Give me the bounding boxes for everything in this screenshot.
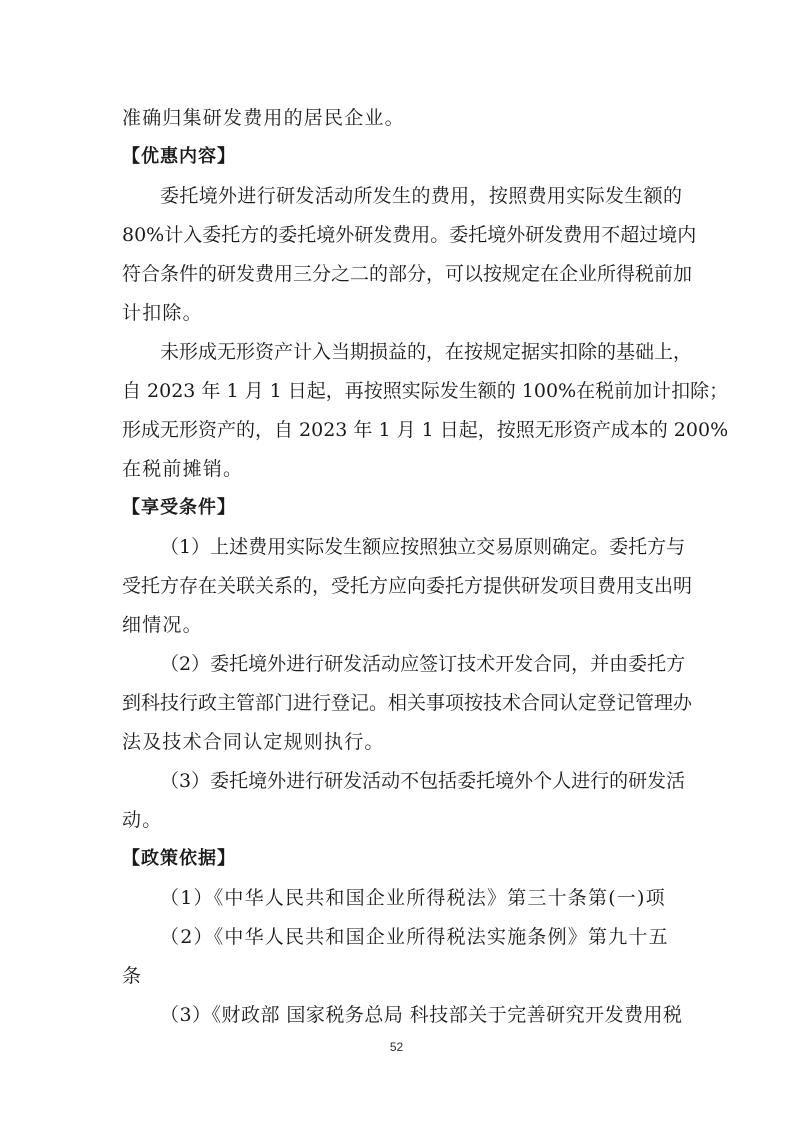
text-line: 细情况。 (122, 614, 203, 636)
text-line: （1）《中华人民共和国企业所得税法》第三十条第(一)项 (160, 887, 666, 909)
text-line: （1）上述费用实际发生额应按照独立交易原则确定。委托方与 (160, 536, 686, 558)
section-heading-policy-basis: 【政策依据】 (122, 848, 236, 869)
text-line: （2）委托境外进行研发活动应签订技术开发合同，并由委托方 (160, 653, 686, 675)
text-line: 自 2023 年 1 月 1 日起，再按照实际发生额的 100%在税前加计扣除； (122, 380, 729, 402)
text-line: 动。 (122, 809, 163, 831)
text-line: 符合条件的研发费用三分之二的部分，可以按规定在企业所得税前加 (122, 263, 693, 285)
text-line: 委托境外进行研发活动所发生的费用，按照费用实际发生额的 (160, 185, 682, 207)
text-line: 条 (122, 965, 143, 987)
text-line: 形成无形资产的，自 2023 年 1 月 1 日起，按照无形资产成本的 200% (122, 419, 729, 441)
text-line: 准确归集研发费用的居民企业。 (122, 107, 405, 129)
text-line: 法及技术合同认定规则执行。 (122, 731, 385, 753)
page-number: 52 (389, 1040, 404, 1054)
text-line: （2）《中华人民共和国企业所得税法实施条例》第九十五 (160, 926, 669, 948)
text-line: 受托方存在关联关系的，受托方应向委托方提供研发项目费用支出明 (122, 575, 693, 597)
text-line: 80%计入委托方的委托境外研发费用。委托境外研发费用不超过境内 (122, 224, 697, 246)
text-line: （3）《财政部 国家税务总局 科技部关于完善研究开发费用税 (160, 1004, 682, 1026)
text-line: （3）委托境外进行研发活动不包括委托境外个人进行的研发活 (160, 770, 686, 792)
text-line: 在税前摊销。 (122, 458, 244, 480)
text-line: 计扣除。 (122, 302, 203, 324)
text-line: 到科技行政主管部门进行登记。相关事项按技术合同认定登记管理办 (122, 692, 693, 714)
section-heading-conditions: 【享受条件】 (122, 497, 236, 518)
text-line: 未形成无形资产计入当期损益的，在按规定据实扣除的基础上， (160, 341, 693, 363)
section-heading-benefit: 【优惠内容】 (122, 146, 236, 167)
